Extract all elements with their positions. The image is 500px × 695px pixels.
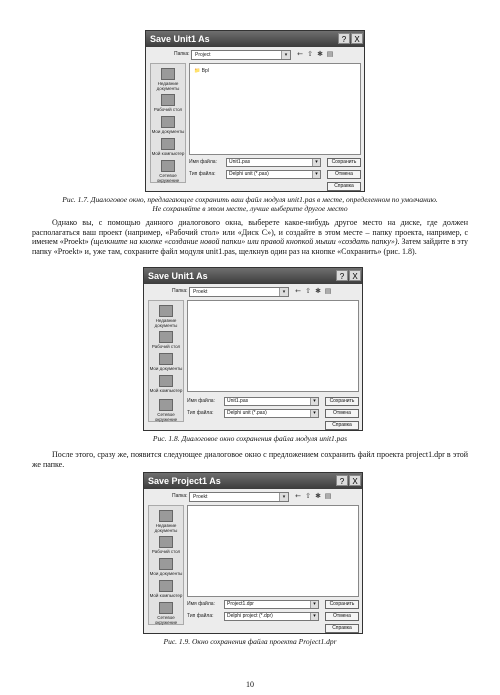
filename-label: Имя файла: (187, 398, 215, 404)
back-icon[interactable]: ← (295, 492, 301, 500)
my-documents-icon (159, 558, 173, 570)
save-button[interactable]: Сохранить (327, 158, 361, 167)
filename-input[interactable]: Project1.dpr ▾ (224, 600, 319, 609)
place-my-computer[interactable]: Мой компьютер (151, 138, 185, 156)
dialog-title: Save Unit1 As (144, 268, 362, 284)
dialog-title: Save Unit1 As (146, 31, 364, 47)
dialog-title: Save Project1 As (144, 473, 362, 489)
save-unit-dialog-1 (145, 30, 365, 192)
up-folder-icon[interactable]: ⇧ (305, 287, 311, 295)
figure-caption-2: Рис. 1.8. Диалоговое окно сохранения файла модуля unit1.pas (152, 434, 348, 443)
folder-label: Папка: (172, 288, 188, 294)
close-title-button[interactable]: X (349, 475, 361, 486)
place-network[interactable]: Сетевое окружение (149, 602, 183, 625)
network-icon (159, 602, 173, 614)
filetype-select[interactable]: Delphi unit (*.pas) ▾ (224, 409, 319, 418)
places-bar (148, 505, 184, 625)
help-button[interactable]: Справка (325, 624, 359, 633)
figure-caption-1: Рис. 1.7. Диалоговое окно, предлагающее сохранить ваш файл модуля unit1.pas в месте, определенном по умолчанию. Не сохраняйте в этом месте, лучше выберите другое место (62, 195, 438, 213)
filetype-label: Тип файла: (189, 171, 216, 177)
up-folder-icon[interactable]: ⇧ (305, 492, 311, 500)
page-number: 10 (246, 680, 254, 689)
folder-value: Project (195, 52, 211, 58)
filetype-select[interactable]: Delphi project (*.dpr) ▾ (224, 612, 319, 621)
filename-input[interactable]: Unit1.pas ▾ (226, 158, 321, 167)
place-recent[interactable]: Недавние документы (151, 68, 185, 91)
folder-label: Папка: (174, 51, 190, 57)
filetype-label: Тип файла: (187, 613, 214, 619)
place-my-computer[interactable]: Мой компьютер (149, 580, 183, 598)
places-bar (148, 300, 184, 422)
folder-label: Папка: (172, 493, 188, 499)
help-button[interactable]: Справка (327, 182, 361, 191)
desktop-icon (159, 331, 173, 343)
place-my-documents[interactable]: Мои документы (149, 558, 183, 576)
help-title-button[interactable]: ? (338, 33, 350, 44)
filename-label: Имя файла: (189, 159, 217, 165)
close-title-button[interactable]: X (351, 33, 363, 44)
chevron-down-icon[interactable]: ▾ (310, 410, 318, 417)
folder-combo[interactable] (191, 50, 291, 60)
place-desktop[interactable]: Рабочий стол (151, 94, 185, 112)
network-icon (159, 399, 173, 411)
paragraph-1: Однако вы, с помощью данного диалогового окна, выберете какое-нибудь другое место на диске, где должен располагаться ваш проект (например, «Рабочий стол» или «Диск С»), и создайте в этом месте – папку проекта, например, с именем «Proekt» (щелкните на кнопке «создание новой папки» или правой кнопкой мыши «создать папку»). Затем зайдите в эту папку «Proekt» и, уже там, сохраните файл модуля unit1.pas, щелкнув один раз на кнопке «Сохранить» (рис. 1.8). (32, 218, 469, 256)
file-list[interactable] (187, 300, 359, 392)
my-computer-icon (161, 138, 175, 150)
place-network[interactable]: Сетевое окружение (151, 160, 185, 183)
filetype-select[interactable]: Delphi unit (*.pas) ▾ (226, 170, 321, 179)
cancel-button[interactable]: Отмена (325, 612, 359, 621)
cancel-button[interactable]: Отмена (327, 170, 361, 179)
help-button[interactable]: Справка (325, 421, 359, 430)
new-folder-icon[interactable]: ✱ (317, 50, 323, 58)
filename-input[interactable]: Unit1.pas ▾ (224, 397, 319, 406)
place-my-computer[interactable]: Мой компьютер (149, 375, 183, 393)
cancel-button[interactable]: Отмена (325, 409, 359, 418)
my-documents-icon (159, 353, 173, 365)
file-list[interactable] (189, 63, 361, 155)
back-icon[interactable]: ← (297, 50, 303, 58)
chevron-down-icon[interactable]: ▾ (310, 601, 318, 608)
recent-documents-icon (159, 305, 173, 317)
my-computer-icon (159, 375, 173, 387)
chevron-down-icon[interactable]: ▾ (310, 613, 318, 620)
desktop-icon (159, 536, 173, 548)
save-project-dialog (143, 472, 363, 634)
place-desktop[interactable]: Рабочий стол (149, 536, 183, 554)
back-icon[interactable]: ← (295, 287, 301, 295)
chevron-down-icon[interactable]: ▾ (312, 171, 320, 178)
filetype-label: Тип файла: (187, 410, 214, 416)
up-folder-icon[interactable]: ⇧ (307, 50, 313, 58)
my-computer-icon (159, 580, 173, 592)
recent-documents-icon (159, 510, 173, 522)
recent-documents-icon (161, 68, 175, 80)
close-title-button[interactable]: X (349, 270, 361, 281)
new-folder-icon[interactable]: ✱ (315, 287, 321, 295)
my-documents-icon (161, 116, 175, 128)
help-title-button[interactable]: ? (336, 270, 348, 281)
place-my-documents[interactable]: Мои документы (151, 116, 185, 134)
chevron-down-icon[interactable]: ▾ (279, 288, 288, 296)
chevron-down-icon[interactable]: ▾ (279, 493, 288, 501)
places-bar (150, 63, 186, 183)
file-list[interactable] (187, 505, 359, 597)
figure-caption-3: Рис. 1.9. Окно сохранения файла проекта Project1.dpr (163, 637, 337, 646)
chevron-down-icon[interactable]: ▾ (312, 159, 320, 166)
save-unit-dialog-2 (143, 267, 363, 431)
place-my-documents[interactable]: Мои документы (149, 353, 183, 371)
file-item-bpl[interactable]: 📁 Bpl (194, 68, 209, 74)
place-recent[interactable]: Недавние документы (149, 510, 183, 533)
view-menu-icon[interactable]: ▤ (324, 287, 332, 295)
desktop-icon (161, 94, 175, 106)
network-icon (161, 160, 175, 172)
paragraph-2: После этого, сразу же, появится следующее диалоговое окно с предложением сохранить файл проекта project1.dpr в этой же папке. (32, 450, 468, 469)
folder-combo[interactable]: Proekt ▾ (189, 492, 289, 502)
folder-combo[interactable]: Proekt ▾ (189, 287, 289, 297)
chevron-down-icon[interactable]: ▾ (281, 51, 290, 59)
filename-label: Имя файла: (187, 601, 215, 607)
save-button[interactable]: Сохранить (325, 397, 359, 406)
help-title-button[interactable]: ? (336, 475, 348, 486)
place-network[interactable]: Сетевое окружение (149, 399, 183, 422)
place-recent[interactable]: Недавние документы (149, 305, 183, 328)
chevron-down-icon[interactable]: ▾ (310, 398, 318, 405)
new-folder-icon[interactable]: ✱ (315, 492, 321, 500)
save-button[interactable]: Сохранить (325, 600, 359, 609)
place-desktop[interactable]: Рабочий стол (149, 331, 183, 349)
view-menu-icon[interactable]: ▤ (324, 492, 332, 500)
view-menu-icon[interactable]: ▤ (326, 50, 334, 58)
